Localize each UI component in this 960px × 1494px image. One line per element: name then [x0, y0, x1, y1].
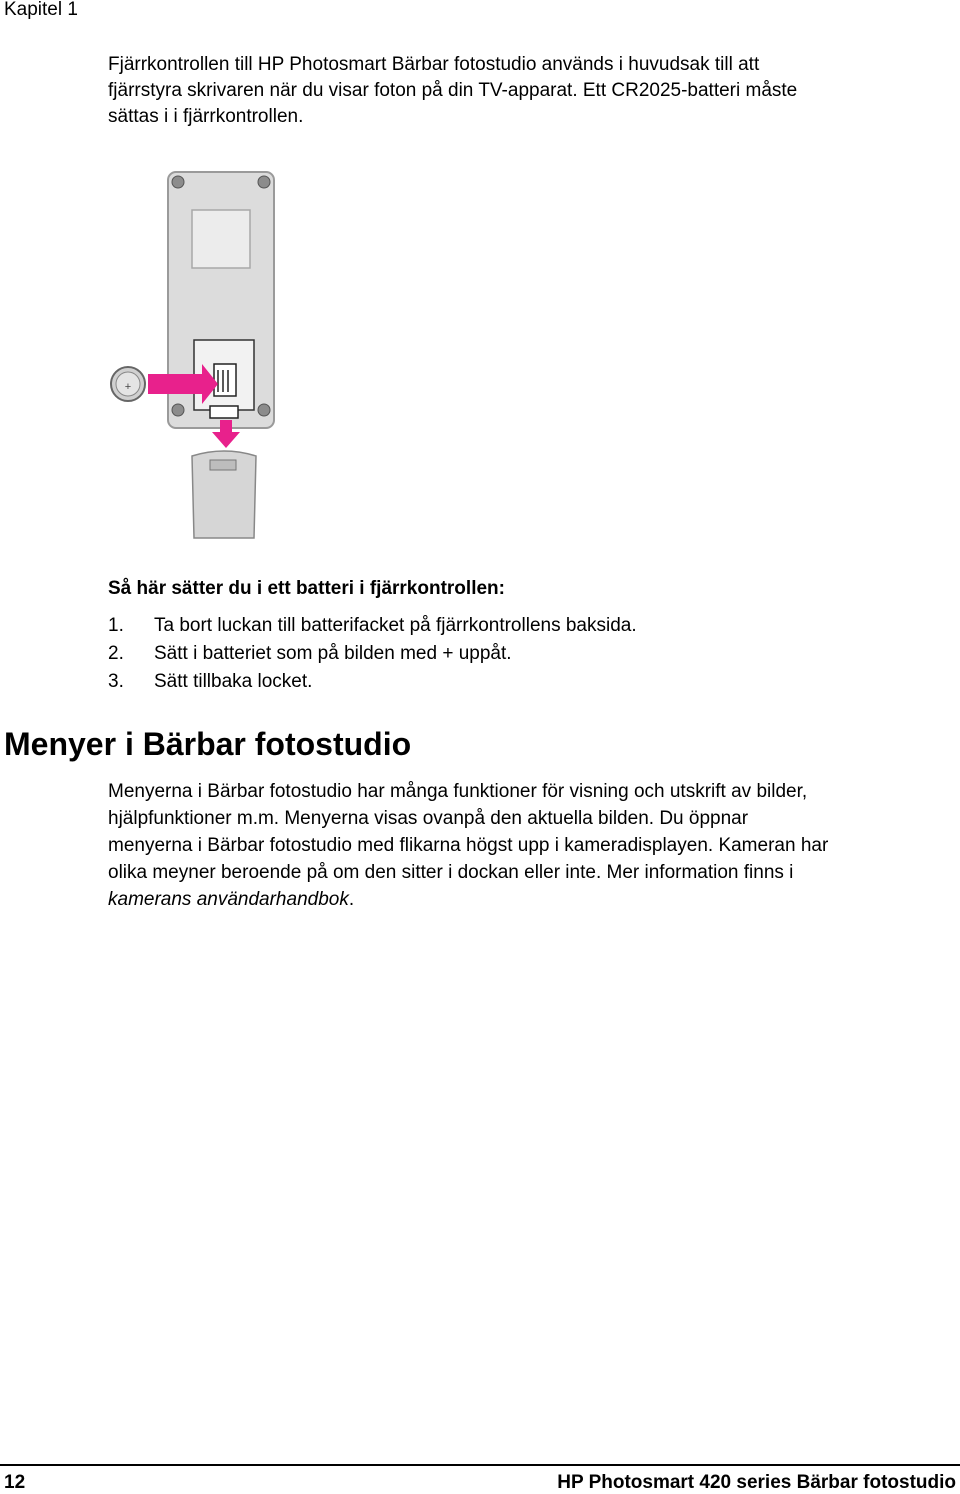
footer-divider [0, 1464, 960, 1466]
page-number: 12 [4, 1472, 26, 1493]
list-item [108, 668, 637, 696]
chapter-label: Kapitel 1 [4, 0, 78, 20]
footer-title: HP Photosmart 420 series Bärbar fotostudio [557, 1472, 956, 1493]
end-punctuation: . [348, 889, 355, 910]
step-number: 3. [108, 671, 124, 692]
battery-clip [210, 406, 238, 418]
section-heading: Menyer i Bärbar fotostudio [4, 726, 412, 762]
remote-label-area [192, 210, 250, 268]
step-text: Sätt tillbaka locket. [154, 671, 313, 692]
list-item [108, 612, 637, 640]
screw [258, 176, 270, 188]
steps-heading: Så här sätter du i ett batteri i fjärrkontrollen: [108, 578, 505, 599]
paragraph-line: menyerna i Bärbar fotostudio med flikarna högst upp i kameradisplayen. Kameran har [108, 835, 829, 856]
list-item [108, 640, 637, 668]
steps-list [108, 612, 637, 696]
step-text: Ta bort luckan till batterifacket på fjärrkontrollens baksida. [154, 615, 637, 636]
step-text: Sätt i batteriet som på bilden med + uppåt. [154, 643, 512, 664]
screw [172, 404, 184, 416]
screw [258, 404, 270, 416]
paragraph-line: Menyerna i Bärbar fotostudio har många funktioner för visning och utskrift av bilder, [108, 781, 808, 802]
paragraph-line: hjälpfunktioner m.m. Menyerna visas ovanpå den aktuella bilden. Du öppnar [108, 808, 749, 829]
screw [172, 176, 184, 188]
remote-battery-illustration [106, 170, 286, 540]
intro-line: Fjärrkontrollen till HP Photosmart Bärbar fotostudio används i huvudsak till att [108, 54, 760, 75]
manual-reference: kamerans användarhandbok [108, 889, 349, 910]
step-number: 2. [108, 643, 124, 664]
intro-paragraph [108, 52, 908, 130]
paragraph-line: olika meyner beroende på om den sitter i dockan eller inte. Mer information finns i [108, 862, 794, 883]
section-paragraph [108, 778, 958, 913]
intro-line: sättas i i fjärrkontrollen. [108, 106, 304, 127]
svg-text:+: + [124, 381, 132, 393]
step-number: 1. [108, 615, 124, 636]
intro-line: fjärrstyra skrivaren när du visar foton på din TV-apparat. Ett CR2025-batteri måste [108, 80, 798, 101]
